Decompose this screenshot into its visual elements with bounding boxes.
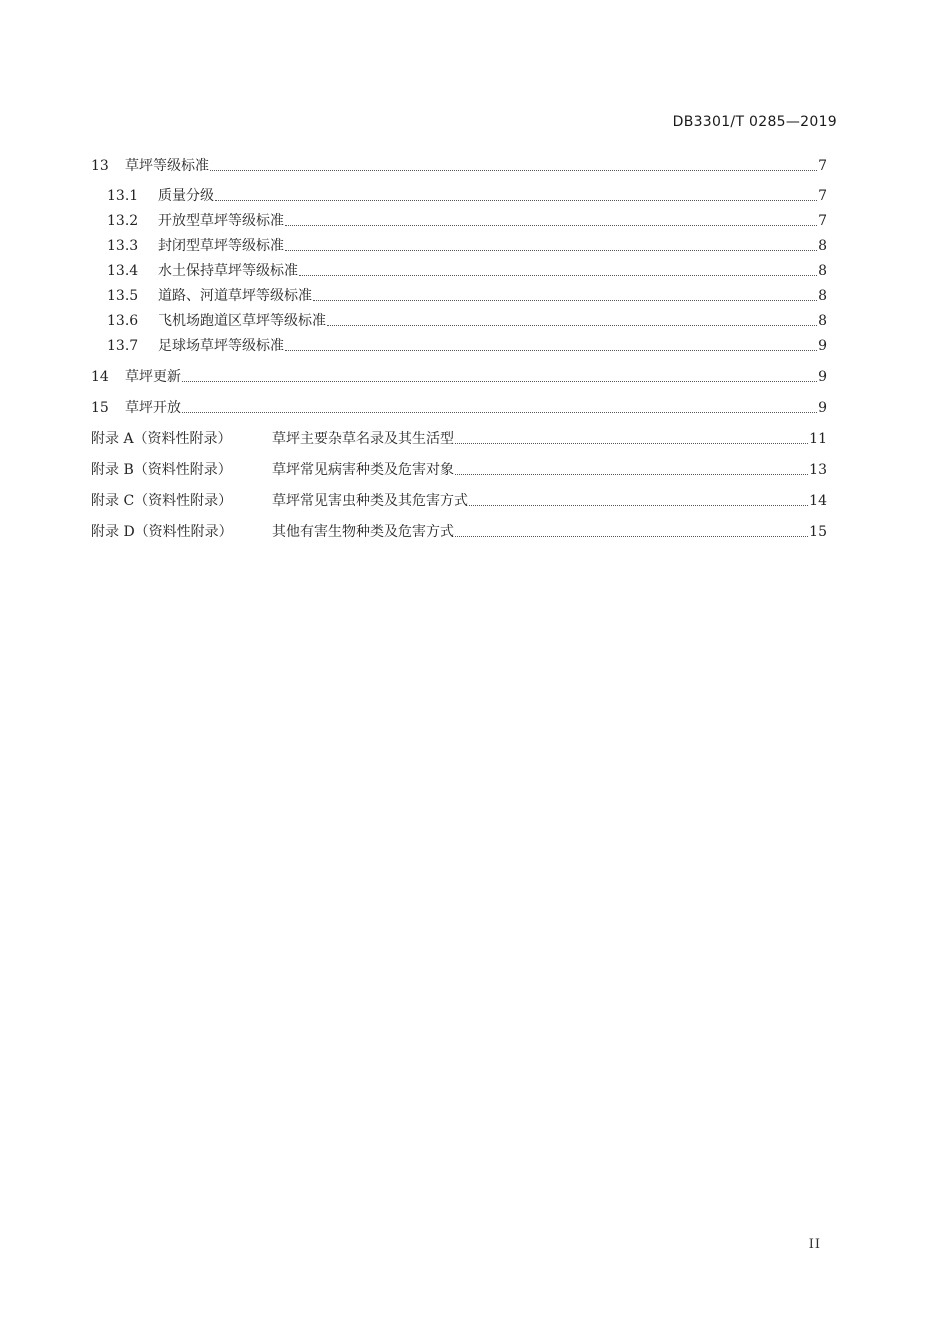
toc-entry-number: 13.4 [107,263,139,279]
toc-entry-page: 9 [818,400,827,416]
toc-entry-page: 14 [809,493,827,509]
toc-entry-page: 11 [809,431,827,447]
toc-leader-dots [285,250,817,251]
toc-entry-13-4[interactable] [107,261,827,281]
toc-entry-page: 13 [809,462,827,478]
toc-entry-page: 15 [809,524,827,540]
toc-leader-dots [210,170,817,171]
toc-leader-dots [182,412,817,413]
toc-leader-dots [285,225,817,226]
toc-entry-title: 草坪等级标准 [125,158,209,174]
toc-entry-title: 水土保持草坪等级标准 [158,263,298,279]
toc-entry-title: 足球场草坪等级标准 [158,338,284,354]
toc-entry-title: 封闭型草坪等级标准 [158,238,284,254]
toc-entry-page: 7 [818,188,827,204]
toc-entry-number: 13.1 [107,188,139,204]
toc-entry-page: 8 [818,288,827,304]
toc-entry-number: 15 [91,400,109,416]
toc-entry-15[interactable] [91,398,827,418]
toc-entry-13-1[interactable] [107,186,827,206]
toc-entry-14[interactable] [91,367,827,387]
toc-entry-number: 附录 C（资料性附录） [91,493,233,509]
toc-entry-title: 草坪常见病害种类及危害对象 [272,462,454,478]
toc-entry-13-3[interactable] [107,236,827,256]
toc-leader-dots [455,474,808,475]
toc-entry-title: 飞机场跑道区草坪等级标准 [158,313,326,329]
toc-entry-appendix-b[interactable] [91,460,827,480]
toc-entry-number: 13.3 [107,238,139,254]
toc-entry-page: 9 [818,338,827,354]
toc-entry-page: 8 [818,238,827,254]
toc-entry-number: 13.2 [107,213,139,229]
toc-entry-number: 13.5 [107,288,139,304]
document-code: DB3301/T 0285—2019 [672,114,837,130]
toc-entry-13-5[interactable] [107,286,827,306]
toc-entry-title: 草坪更新 [125,369,181,385]
page-number: II [808,1237,821,1252]
toc-entry-number: 14 [91,369,109,385]
toc-leader-dots [299,275,817,276]
toc-leader-dots [215,200,817,201]
toc-entry-title: 草坪开放 [125,400,181,416]
toc-entry-number: 附录 D（资料性附录） [91,524,233,540]
toc-entry-page: 8 [818,313,827,329]
toc-entry-page: 7 [818,158,827,174]
toc-entry-page: 9 [818,369,827,385]
toc-entry-13-2[interactable] [107,211,827,231]
toc-entry-number: 13.7 [107,338,139,354]
toc-entry-title: 质量分级 [158,188,214,204]
toc-entry-title: 道路、河道草坪等级标准 [158,288,312,304]
toc-leader-dots [313,300,817,301]
toc-entry-appendix-a[interactable] [91,429,827,449]
toc-leader-dots [182,381,817,382]
toc-leader-dots [285,350,817,351]
toc-leader-dots [469,505,808,506]
toc-leader-dots [455,443,808,444]
toc-entry-13-6[interactable] [107,311,827,331]
toc-entry-13-7[interactable] [107,336,827,356]
toc-entry-title: 开放型草坪等级标准 [158,213,284,229]
toc-leader-dots [455,536,808,537]
toc-entry-appendix-d[interactable] [91,522,827,542]
toc-entry-number: 附录 A（资料性附录） [91,431,232,447]
toc-entry-page: 8 [818,263,827,279]
toc-entry-title: 其他有害生物种类及危害方式 [272,524,454,540]
toc-entry-appendix-c[interactable] [91,491,827,511]
toc-entry-13[interactable] [91,156,827,176]
toc-entry-number: 13.6 [107,313,139,329]
toc-entry-title: 草坪常见害虫种类及其危害方式 [272,493,468,509]
toc-leader-dots [327,325,817,326]
toc-entry-number: 13 [91,158,109,174]
toc-entry-title: 草坪主要杂草名录及其生活型 [272,431,454,447]
toc-entry-page: 7 [818,213,827,229]
toc-entry-number: 附录 B（资料性附录） [91,462,232,478]
